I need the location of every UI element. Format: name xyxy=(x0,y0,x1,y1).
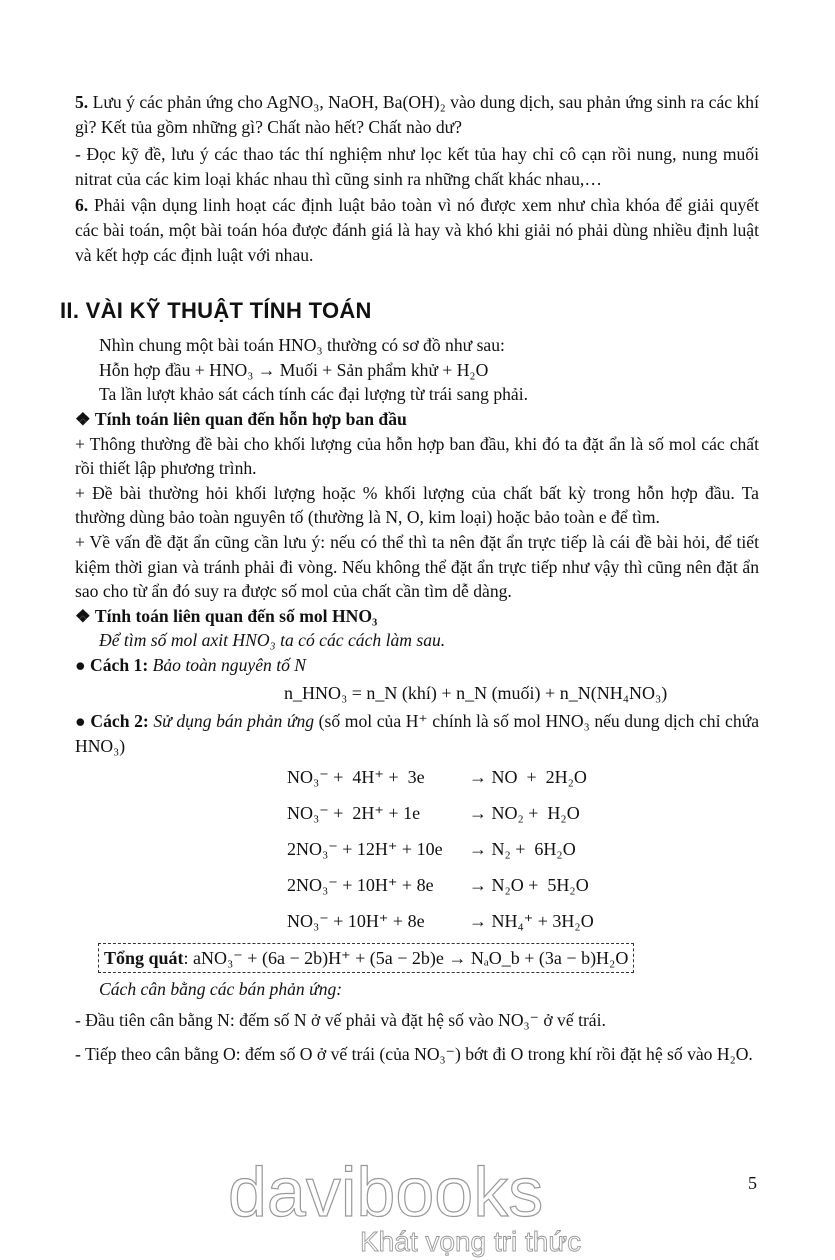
intro-scheme: Hỗn hợp đầu + HNO₃ → Muối + Sản phẩm khử + H₂O xyxy=(99,359,489,380)
subsection-title: ❖ Tính toán liên quan đến hỗn hợp ban đầu xyxy=(75,408,407,429)
page-content xyxy=(60,90,760,1069)
reaction-right: → NO + 2H₂O xyxy=(469,766,587,787)
reaction-right: → N₂O + 5H₂O xyxy=(469,874,589,895)
reaction xyxy=(287,903,759,939)
reaction-left: NO₃⁻ + 10H⁺ + 8e xyxy=(287,910,425,931)
reaction-left: 2NO₃⁻ + 12H⁺ + 10e xyxy=(287,838,443,859)
way-label: ● Cách 1: xyxy=(75,654,153,675)
general-equation: : aNO₃⁻ + (6a − 2b)H⁺ + (5a − 2b)e → NₐO_b + (3a − b)H₂O xyxy=(183,947,629,968)
watermark-slogan: Khát vọng tri thức xyxy=(360,1226,582,1257)
list-item: + Thông thường đề bài cho khối lượng của hỗn hợp ban đầu, khi đó ta đặt ẩn là số mol các chất rồi thiết lập phương trình. xyxy=(75,433,759,479)
section-6-text: Phải vận dụng linh hoạt các định luật bảo toàn vì nó được xem như chìa khóa để giải quyết các bài toán, một bài toán hóa được đánh giá là hay và khó khi giải nó phải dùng nhiều định luật và kết hợp các định luật với nhau. xyxy=(75,195,759,265)
list-item: + Về vấn đề đặt ẩn cũng cần lưu ý: nếu có thể thì ta nên đặt ẩn trực tiếp là cái đề bài hỏi, để tiết kiệm thời gian và tránh phải đi vòng. Nếu không thể đặt ẩn trực tiếp như vậy thì cũng nên đặt ẩn sao cho từ ẩn đó suy ra được số mol của chất cần tìm dễ dàng. xyxy=(75,531,759,602)
reaction-right: → N₂ + 6H₂O xyxy=(469,838,576,859)
reaction xyxy=(287,795,759,831)
subsection-lead: Để tìm số mol axit HNO₃ ta có các cách làm sau. xyxy=(99,630,446,651)
balance-title: Cách cân bằng các bán phản ứng: xyxy=(99,978,343,999)
page-number: 5 xyxy=(748,1173,757,1193)
equation-hno3: n_HNO₃ = n_N (khí) + n_N (muối) + n_N(NH₄NO₃) xyxy=(284,683,668,704)
way-2 xyxy=(75,709,759,758)
way-text: Sử dụng bán phản ứng xyxy=(153,711,315,732)
way-text: Bảo toàn nguyên tố N xyxy=(152,654,307,675)
general-label: Tổng quát xyxy=(104,947,184,968)
general-equation-box xyxy=(98,943,634,973)
balance-step: - Đầu tiên cân bằng N: đếm số N ở vế phải và đặt hệ số vào NO₃⁻ ở vế trái. xyxy=(75,1010,606,1031)
item-number: 5. xyxy=(75,92,89,112)
reaction xyxy=(287,831,759,867)
reaction-left: 2NO₃⁻ + 10H⁺ + 8e xyxy=(287,874,434,895)
reaction-right: → NH₄⁺ + 3H₂O xyxy=(469,910,594,931)
reaction-right: → NO₂ + H₂O xyxy=(469,802,580,823)
reaction-left: NO₃⁻ + 4H⁺ + 3e xyxy=(287,766,425,787)
way-1 xyxy=(75,653,759,678)
list-item: + Đề bài thường hỏi khối lượng hoặc % khối lượng của chất bất kỳ trong hỗn hợp đầu. Ta thường dùng bảo toàn nguyên tố (thường là N, O, kim loại) hoặc bảo toàn e để tìm. xyxy=(75,482,759,528)
way-desc: (số mol của H⁺ chính là số mol HNO₃ nếu dung dịch chỉ chứa HNO₃) xyxy=(75,711,760,757)
section-5-note: - Đọc kỹ đề, lưu ý các thao tác thí nghiệm như lọc kết tủa hay chỉ cô cạn rồi nung, nung muối nitrat của các kim loại khác nhau thì cũng sinh ra những chất khác nhau,… xyxy=(75,144,759,189)
intro-line: Nhìn chung một bài toán HNO₃ thường có sơ đồ như sau: xyxy=(99,335,505,356)
section-5 xyxy=(75,90,759,139)
subsection-title: ❖ Tính toán liên quan đến số mol HNO₃ xyxy=(75,605,378,626)
section-5-text: Lưu ý các phản ứng cho AgNO₃, NaOH, Ba(OH)₂ vào dung dịch, sau phản ứng sinh ra các khí gì? Kết tủa gồm những gì? Chất nào hết? Chất nào dư? xyxy=(75,92,759,137)
watermark-logo: davibooks xyxy=(228,1153,544,1231)
section-heading: II. VÀI KỸ THUẬT TÍNH TOÁN xyxy=(60,298,372,324)
balance-step: - Tiếp theo cân bằng O: đếm số O ở vế trái (của NO₃⁻) bớt đi O trong khí rồi đặt hệ số vào H₂O. xyxy=(75,1044,753,1065)
item-number: 6. xyxy=(75,195,89,216)
reaction xyxy=(287,867,759,903)
way-label: ● Cách 2: xyxy=(75,711,154,732)
reaction-left: NO₃⁻ + 2H⁺ + 1e xyxy=(287,802,421,823)
reaction xyxy=(287,759,759,795)
intro-line: Ta lần lượt khảo sát cách tính các đại lượng từ trái sang phải. xyxy=(99,384,529,405)
section-6 xyxy=(75,193,759,267)
